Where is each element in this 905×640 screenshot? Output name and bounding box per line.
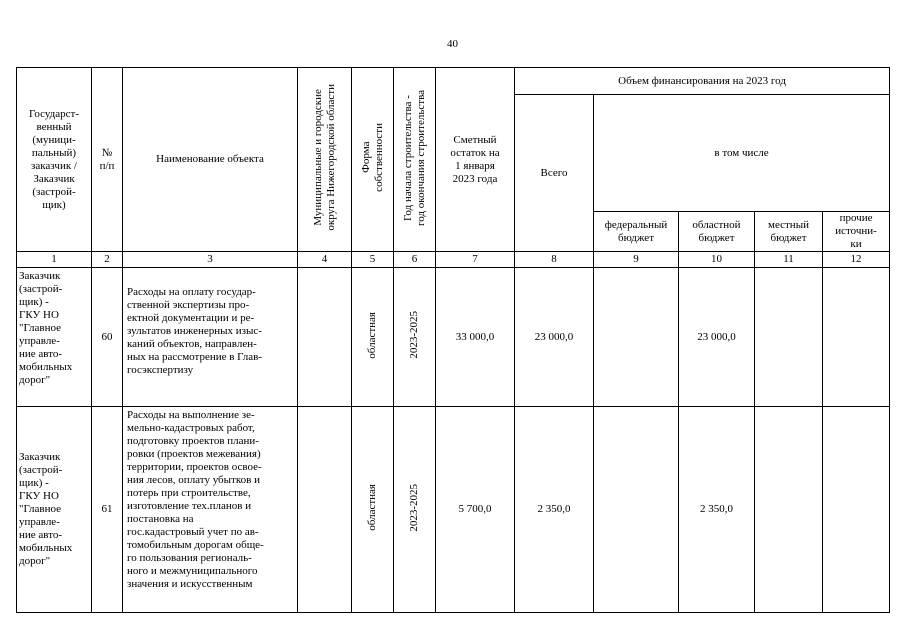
- row-regional: 23 000,0: [679, 268, 755, 407]
- header-ownership: Форма собственности: [352, 68, 394, 252]
- column-number: 10: [679, 252, 755, 268]
- header-municipal: Муниципальные и городские округа Нижегородской области: [298, 68, 352, 252]
- column-number: 12: [823, 252, 890, 268]
- table-row: [17, 407, 890, 613]
- header-customer: Государст- венный (муници- пальный) заказчик / Заказчик (застрой- щик): [17, 68, 92, 252]
- table-row: [17, 268, 890, 407]
- column-number: 2: [92, 252, 123, 268]
- header-local: местный бюджет: [755, 212, 823, 252]
- row-years: 2023-2025: [394, 407, 436, 613]
- header-years: Год начала строительства - год окончания строительства: [394, 68, 436, 252]
- row-federal: [594, 407, 679, 613]
- row-total: 2 350,0: [515, 407, 594, 613]
- header-total: Всего: [515, 95, 594, 252]
- row-customer: Заказчик (застрой- щик) - ГКУ НО "Главное управле- ние авто- мобильных дорог": [17, 268, 92, 407]
- column-number: 3: [123, 252, 298, 268]
- header-including: в том числе: [594, 95, 890, 212]
- header-federal: федеральный бюджет: [594, 212, 679, 252]
- row-federal: [594, 268, 679, 407]
- column-number: 11: [755, 252, 823, 268]
- column-number: 4: [298, 252, 352, 268]
- page-number: 40: [447, 38, 458, 50]
- row-num: 60: [92, 268, 123, 407]
- header-num: № п/п: [92, 68, 123, 252]
- row-municipal: [298, 407, 352, 613]
- column-number: 7: [436, 252, 515, 268]
- column-number: 8: [515, 252, 594, 268]
- column-number: 6: [394, 252, 436, 268]
- row-object-name: Расходы на выполнение зе- мельно-кадастровых работ, подготовку проектов плани- ровки (проектов межевания) территории, проектов освое- ния лесов, оплату убытков и потерь при строительстве, изготовление тех.планов и постановка на гос.кадастровый учет по ав- томобильным дорогам обще- го пользования региональ- ного и межмуниципального значения и искусственным: [123, 407, 298, 613]
- column-number: 9: [594, 252, 679, 268]
- row-total: 23 000,0: [515, 268, 594, 407]
- row-municipal: [298, 268, 352, 407]
- header-financing: Объем финансирования на 2023 год: [515, 68, 890, 95]
- row-object-name: Расходы на оплату государ- ственной экспертизы про- ектной документации и ре- зультатов инженерных изыс- каний объектов, направлен- ных на рассмотрение в Глав- госэкспертизу: [123, 268, 298, 407]
- header-object-name: Наименование объекта: [123, 68, 298, 252]
- row-ownership: областная: [352, 407, 394, 613]
- row-local: [755, 268, 823, 407]
- row-estimate: 5 700,0: [436, 407, 515, 613]
- row-other: [823, 268, 890, 407]
- row-regional: 2 350,0: [679, 407, 755, 613]
- financing-table: [16, 67, 890, 613]
- column-number-row: [17, 252, 890, 268]
- row-ownership: областная: [352, 268, 394, 407]
- column-number: 5: [352, 252, 394, 268]
- header-other: прочие источни- ки: [823, 212, 890, 252]
- row-estimate: 33 000,0: [436, 268, 515, 407]
- row-years: 2023-2025: [394, 268, 436, 407]
- row-num: 61: [92, 407, 123, 613]
- header-estimate: Сметный остаток на 1 января 2023 года: [436, 68, 515, 252]
- column-number: 1: [17, 252, 92, 268]
- row-customer: Заказчик (застрой- щик) - ГКУ НО "Главное управле- ние авто- мобильных дорог": [17, 407, 92, 613]
- header-regional: областной бюджет: [679, 212, 755, 252]
- row-other: [823, 407, 890, 613]
- row-local: [755, 407, 823, 613]
